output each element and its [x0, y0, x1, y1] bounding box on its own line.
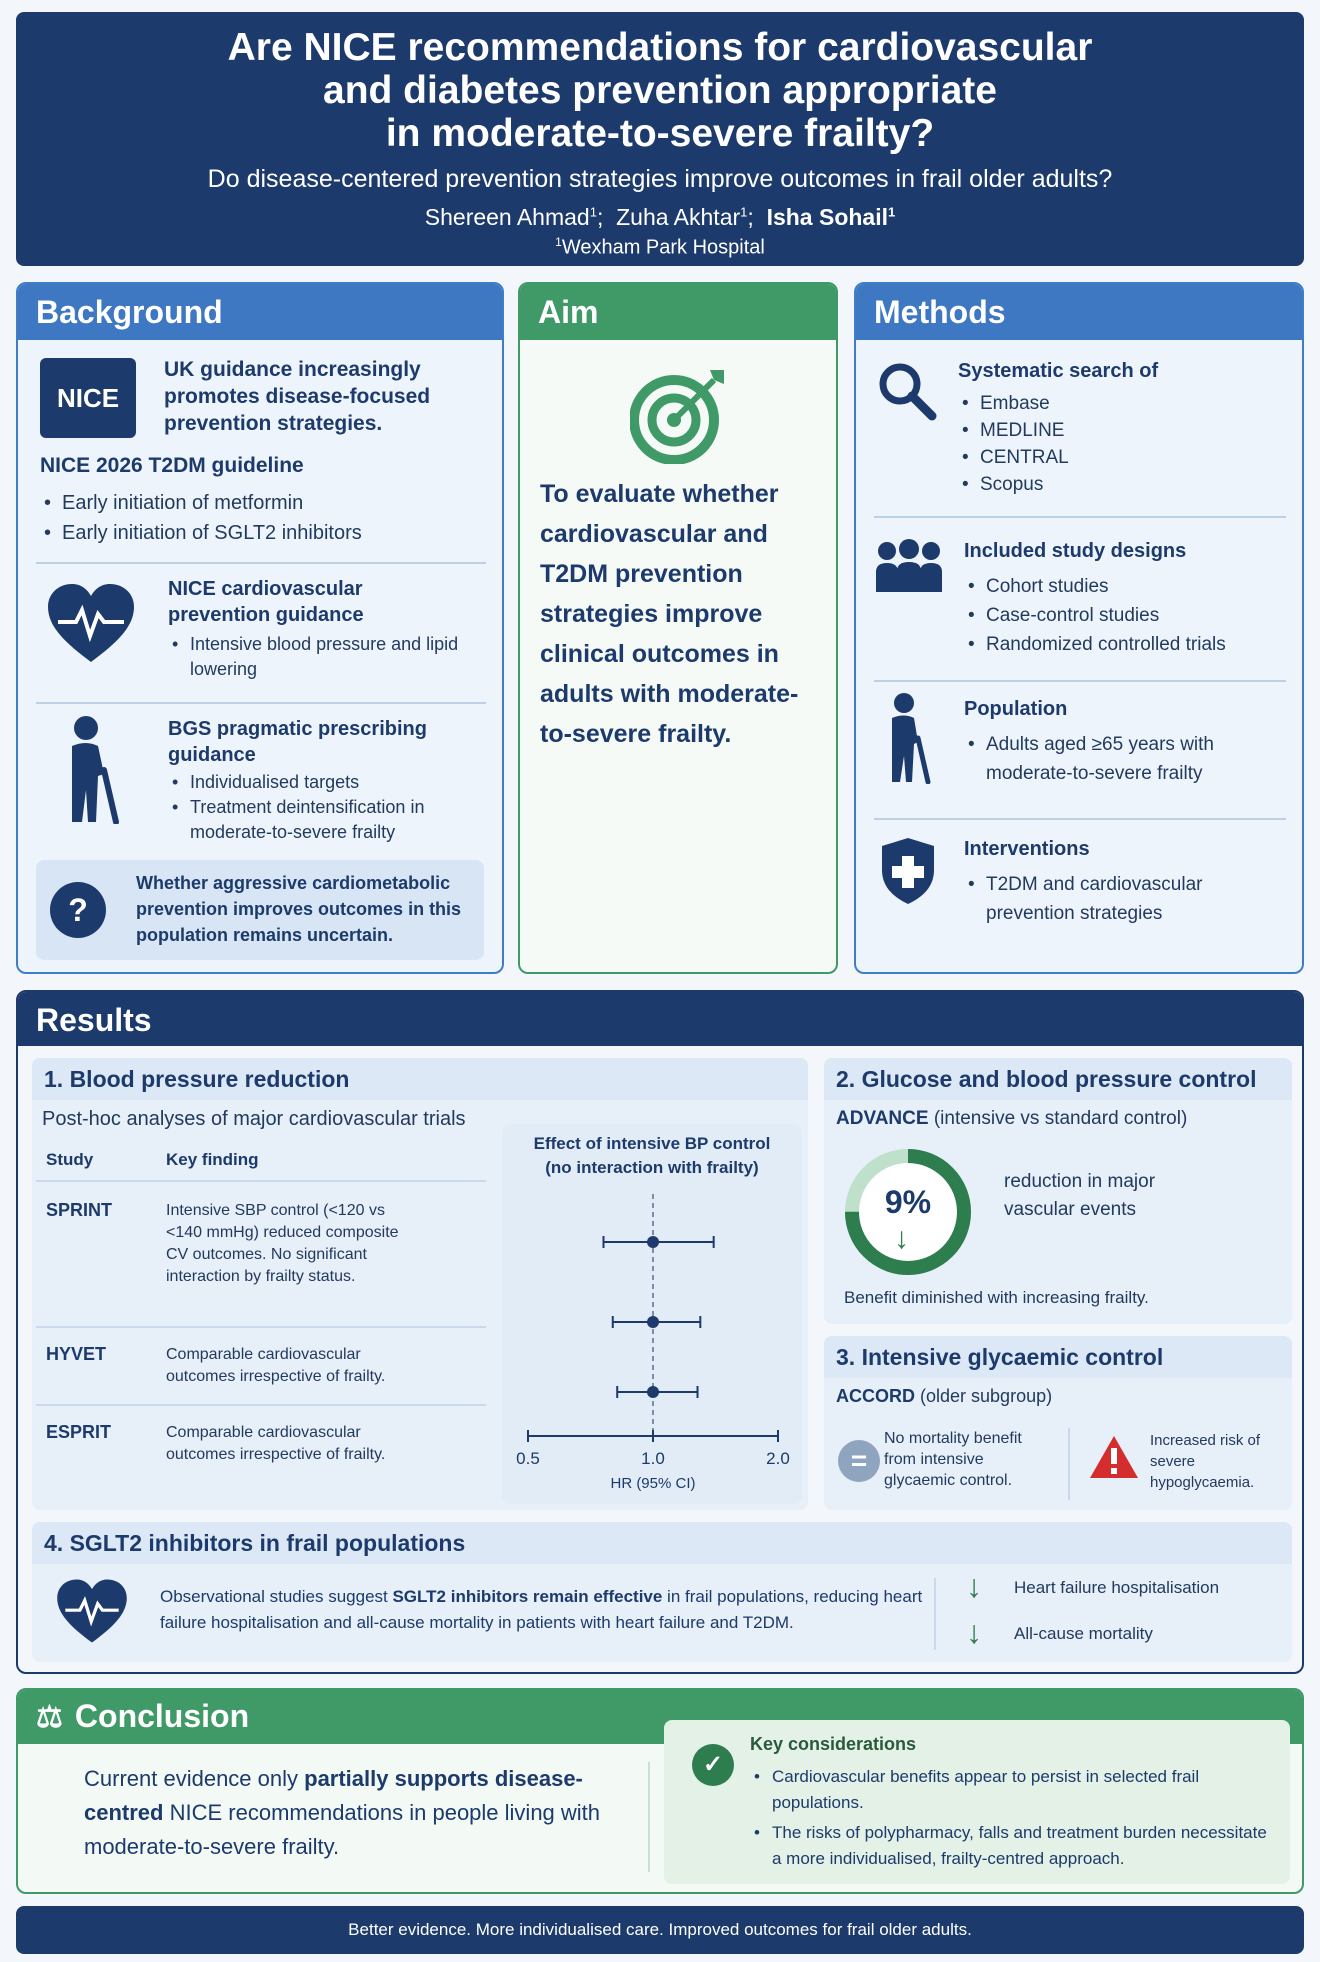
- author-2: Zuha Akhtar$^1$: [616, 204, 748, 230]
- footer-banner: [16, 1906, 1304, 1954]
- x-tick-label: 2.0: [766, 1449, 790, 1468]
- list-item: • Scopus: [958, 471, 1069, 498]
- divider: [874, 680, 1286, 682]
- shield-plus-icon: [878, 836, 938, 906]
- list-item: • Cohort studies: [964, 572, 1226, 601]
- author-1: Shereen Ahmad$^1$: [424, 204, 597, 230]
- conclusion-card: [16, 1688, 1304, 1894]
- database-list: [958, 390, 1069, 498]
- divider: [1068, 1428, 1070, 1500]
- sglt2-title: 4. SGLT2 inhibitors in frail populations: [32, 1522, 1292, 1564]
- elderly-person-icon: [882, 692, 938, 784]
- divider: [36, 702, 486, 704]
- results-card: [16, 990, 1304, 1674]
- list-item: • Randomized controlled trials: [964, 630, 1226, 659]
- glucose-title: 2. Glucose and blood pressure control: [824, 1058, 1292, 1100]
- cv-guidance-list: [168, 632, 468, 682]
- interventions-list: [964, 870, 1264, 928]
- title-line-1: Are NICE recommendations for cardiovascular: [227, 26, 1093, 69]
- hypoglycaemia-text: Increased risk of severe hypoglycaemia.: [1150, 1432, 1261, 1491]
- bp-table: [32, 1142, 492, 1510]
- poster-title: [16, 26, 1304, 155]
- trial-name: ACCORD: [836, 1386, 915, 1406]
- guideline-list: [40, 488, 362, 548]
- list-item: • Individualised targets: [168, 770, 468, 795]
- divider: [36, 1404, 486, 1406]
- table-row: [32, 1330, 492, 1404]
- sglt2-text: Observational studies suggest SGLT2 inhibitors remain effective in frail populations, reducing heart failure hospitalisation and all-cause mortality in patients with heart failure and T2DM.: [160, 1587, 923, 1632]
- search-title: Systematic search of: [958, 360, 1159, 382]
- forest-plot: [502, 1184, 802, 1500]
- list-item: • Treatment deintensification in moderate-to-severe frailty: [168, 795, 468, 845]
- bgs-list: [168, 770, 468, 845]
- down-arrow-icon: ↓: [966, 1568, 982, 1604]
- key-considerations-box: [664, 1720, 1290, 1884]
- conclusion-heading: Conclusion: [74, 1698, 250, 1734]
- study-finding: Intensive SBP control (<120 vs <140 mmHg) reduced composite CV outcomes. No significant interaction by frailty status.: [166, 1202, 399, 1285]
- outcome-label: All-cause mortality: [1014, 1624, 1153, 1643]
- divider: [36, 562, 486, 564]
- glycaemic-section: [824, 1336, 1292, 1510]
- divider: [648, 1762, 650, 1872]
- trial-note: (intensive vs standard control): [933, 1108, 1188, 1129]
- divider: [874, 818, 1286, 820]
- target-icon: [630, 364, 730, 464]
- heart-pulse-icon: [54, 1576, 130, 1646]
- divider: [36, 1180, 486, 1182]
- methods-heading: Methods: [856, 284, 1302, 340]
- trial-name: ADVANCE: [836, 1108, 929, 1129]
- table-row: [32, 1186, 492, 1326]
- list-item: • MEDLINE: [958, 417, 1069, 444]
- population-title: Population: [964, 698, 1068, 720]
- list-item: • T2DM and cardiovascular prevention strategies: [964, 870, 1264, 928]
- bgs-title: BGS pragmatic prescribing guidance: [168, 718, 427, 766]
- advance-line: [836, 1108, 1187, 1130]
- study-name: ESPRIT: [46, 1422, 112, 1442]
- no-benefit-text: No mortality benefit from intensive glycaemic control.: [884, 1430, 1022, 1489]
- aim-heading: Aim: [520, 284, 836, 340]
- equal-icon: =: [838, 1440, 880, 1482]
- down-arrow-icon: ↓: [894, 1222, 909, 1255]
- bp-section: [32, 1058, 808, 1510]
- percent-value: 9%: [884, 1184, 932, 1220]
- affiliation: $^1$Wexham Park Hospital: [555, 235, 765, 259]
- header-banner: [16, 12, 1304, 266]
- cv-guidance-title: NICE cardiovascular prevention guidance: [168, 578, 364, 626]
- poster-subtitle: Do disease-centered prevention strategies improve outcomes in frail older adults?: [207, 165, 1113, 193]
- list-item: • Embase: [958, 390, 1069, 417]
- bp-subtitle: Post-hoc analyses of major cardiovascular trials: [42, 1108, 466, 1130]
- group-icon: [874, 538, 944, 594]
- col-header-finding: Key finding: [166, 1150, 259, 1169]
- list-item: • The risks of polypharmacy, falls and treatment burden necessitate a more individualised, frailty-centred approach.: [750, 1820, 1270, 1872]
- aim-text: To evaluate whether cardiovascular and T2DM prevention strategies improve clinical outcomes in adults with moderate-to-severe frailty.: [540, 480, 799, 748]
- warning-icon: [1088, 1434, 1140, 1480]
- divider: [36, 1326, 486, 1328]
- list-item: • Intensive blood pressure and lipid lowering: [168, 632, 468, 682]
- background-card: [16, 282, 504, 974]
- percent-text: reduction in major vascular events: [1004, 1171, 1156, 1220]
- glucose-section: [824, 1058, 1292, 1324]
- list-item: • CENTRAL: [958, 444, 1069, 471]
- sglt2-section: [32, 1522, 1292, 1662]
- designs-title: Included study designs: [964, 540, 1187, 562]
- key-considerations-title: Key considerations: [750, 1734, 917, 1754]
- accord-line: [836, 1386, 1052, 1407]
- question-icon: ?: [50, 882, 106, 938]
- chart-title: Effect of intensive BP control: [533, 1134, 771, 1153]
- title-line-3: in moderate-to-severe frailty?: [385, 112, 935, 155]
- list-item: • Cardiovascular benefits appear to persist in selected frail populations.: [750, 1764, 1270, 1816]
- methods-card: [854, 282, 1304, 974]
- balance-scale-icon: ⚖: [36, 1701, 63, 1734]
- aim-card: [518, 282, 838, 974]
- trial-note: (older subgroup): [920, 1386, 1053, 1406]
- hr-point: [647, 1316, 659, 1328]
- outcome-label: Heart failure hospitalisation: [1014, 1578, 1220, 1597]
- glycaemic-title: 3. Intensive glycaemic control: [824, 1336, 1292, 1378]
- list-item: • Early initiation of SGLT2 inhibitors: [40, 518, 362, 548]
- divider: [874, 516, 1286, 518]
- x-axis-label: HR (95% CI): [610, 1475, 696, 1492]
- divider: [934, 1578, 936, 1650]
- table-row: [32, 1408, 492, 1482]
- designs-list: [964, 572, 1226, 659]
- x-tick-label: 1.0: [641, 1449, 665, 1468]
- author-list: Shereen Ahmad$^1$; Zuha Akhtar$^1$; Isha Sohail$^1$: [424, 204, 896, 230]
- list-item: • Case-control studies: [964, 601, 1226, 630]
- col-header-study: Study: [46, 1150, 94, 1169]
- guideline-title: NICE 2026 T2DM guideline: [40, 454, 304, 477]
- search-icon: [876, 360, 938, 422]
- footer-text: Better evidence. More individualised care. Improved outcomes for frail older adults.: [348, 1920, 972, 1939]
- population-list: [964, 730, 1284, 788]
- study-finding: Comparable cardiovascular outcomes irrespective of frailty.: [166, 1346, 386, 1385]
- forest-plot-panel: [502, 1124, 802, 1504]
- heart-pulse-icon: [44, 580, 138, 666]
- study-name: SPRINT: [46, 1200, 113, 1220]
- hr-point: [647, 1386, 659, 1398]
- background-intro: UK guidance increasingly promotes disease-focused prevention strategies.: [164, 358, 431, 435]
- list-item: • Early initiation of metformin: [40, 488, 362, 518]
- bp-title: 1. Blood pressure reduction: [32, 1058, 808, 1100]
- background-heading: Background: [18, 284, 502, 340]
- interventions-title: Interventions: [964, 838, 1090, 860]
- glucose-note: Benefit diminished with increasing frailty.: [844, 1288, 1149, 1307]
- down-arrow-icon: ↓: [966, 1614, 982, 1650]
- elderly-person-icon: [58, 714, 138, 824]
- chart-subtitle: (no interaction with frailty): [545, 1158, 759, 1177]
- conclusion-text: Current evidence only partially supports disease-centred NICE recommendations in people living with moderate-to-severe frailty.: [84, 1766, 601, 1859]
- check-circle-icon: ✓: [692, 1744, 734, 1786]
- author-3: Isha Sohail$^1$: [766, 204, 896, 230]
- results-heading: Results: [18, 992, 1302, 1046]
- study-finding: Comparable cardiovascular outcomes irrespective of frailty.: [166, 1424, 386, 1463]
- uncertainty-callout: [36, 860, 484, 960]
- study-name: HYVET: [46, 1344, 107, 1364]
- nice-logo: NICE: [40, 358, 136, 438]
- x-tick-label: 0.5: [516, 1449, 540, 1468]
- key-considerations-list: [750, 1764, 1270, 1872]
- uncertainty-text: Whether aggressive cardiometabolic prevention improves outcomes in this population remains uncertain.: [136, 873, 462, 945]
- hr-point: [647, 1236, 659, 1248]
- list-item: • Adults aged ≥65 years with moderate-to-severe frailty: [964, 730, 1284, 788]
- title-line-2: and diabetes prevention appropriate: [323, 69, 997, 112]
